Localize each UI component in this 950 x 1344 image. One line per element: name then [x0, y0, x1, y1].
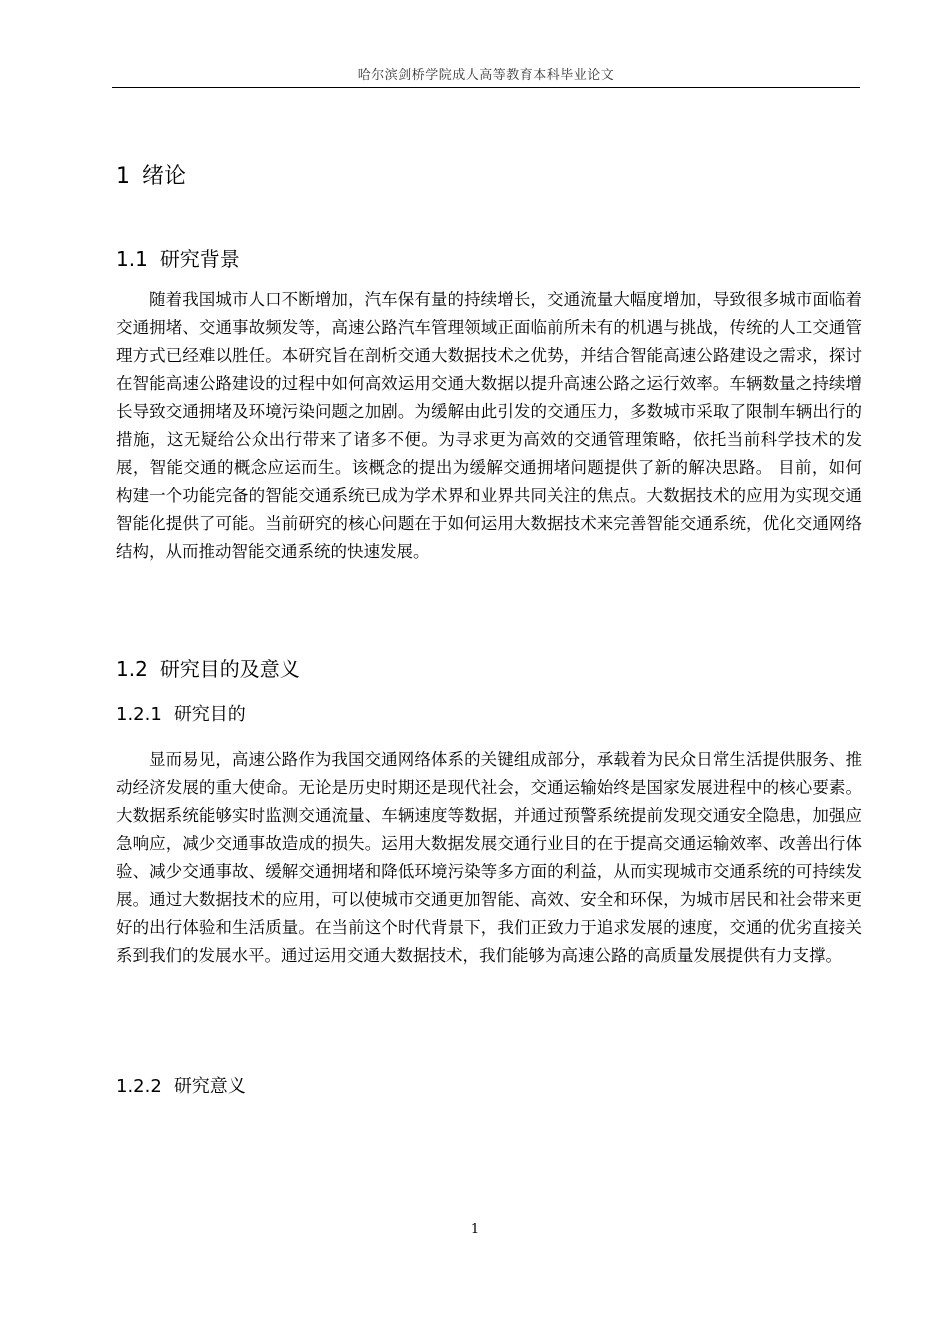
subsection-number: 1.2.1 [116, 704, 162, 725]
section-heading-1-2 [116, 655, 300, 683]
section-number: 1.2 [116, 657, 148, 681]
chapter-heading [116, 162, 186, 192]
page-number: 1 [470, 1222, 480, 1237]
subsection-number: 1.2.2 [116, 1076, 162, 1097]
running-header: 哈尔滨剑桥学院成人高等教育本科毕业论文 [357, 68, 615, 83]
header-divider [112, 87, 860, 88]
background-paragraph: 随着我国城市人口不断增加，汽车保有量的持续增长，交通流量大幅度增加，导致很多城市面临着交通拥堵、交通事故频发等，高速公路汽车管理领域正面临前所未有的机遇与挑战，传统的人工交通管理方式已经难以胜任。本研究旨在剖析交通大数据技术之优势，并结合智能高速公路建设之需求，探讨在智能高速公路建设的过程中如何高效运用交通大数据以提升高速公路之运行效率。车辆数量之持续增长导致交通拥堵及环境污染问题之加剧。为缓解由此引发的交通压力，多数城市采取了限制车辆出行的措施，这无疑给公众出行带来了诸多不便。为寻求更为高效的交通管理策略，依托当前科学技术的发展，智能交通的概念应运而生。该概念的提出为缓解交通拥堵问题提供了新的解决思路。 目前，如何构建一个功能完备的智能交通系统已成为学术界和业界共同关注的焦点。大数据技术的应用为实现交通智能化提供了可能。当前研究的核心问题在于如何运用大数据技术来完善智能交通系统，优化交通网络结构，从而推动智能交通系统的快速发展。 [116, 290, 862, 561]
chapter-title: 绪论 [142, 164, 187, 189]
section-title: 研究目的及意义 [159, 657, 300, 681]
subsection-title: 研究目的 [173, 704, 246, 725]
chapter-number: 1 [116, 164, 130, 189]
section-title: 研究背景 [159, 247, 240, 271]
section-heading-1-1 [116, 245, 240, 273]
purpose-paragraph: 显而易见，高速公路作为我国交通网络体系的关键组成部分，承载着为民众日常生活提供服务、推动经济发展的重大使命。无论是历史时期还是现代社会，交通运输始终是国家发展进程中的核心要素。大数据系统能够实时监测交通流量、车辆速度等数据，并通过预警系统提前发现交通安全隐患，加强应急响应，减少交通事故造成的损失。运用大数据发展交通行业目的在于提高交通运输效率、改善出行体验、减少交通事故、缓解交通拥堵和降低环境污染等多方面的利益，从而实现城市交通系统的可持续发展。通过大数据技术的应用，可以使城市交通更加智能、高效、安全和环保，为城市居民和社会带来更好的出行体验和生活质量。在当前这个时代背景下，我们正致力于追求发展的速度，交通的优劣直接关系到我们的发展水平。通过运用交通大数据技术，我们能够为高速公路的高质量发展提供有力支撑。 [116, 750, 862, 965]
section-number: 1.1 [116, 247, 148, 271]
subsection-title: 研究意义 [173, 1076, 246, 1097]
subsection-heading-1-2-1 [116, 702, 246, 728]
subsection-heading-1-2-2 [116, 1074, 246, 1100]
